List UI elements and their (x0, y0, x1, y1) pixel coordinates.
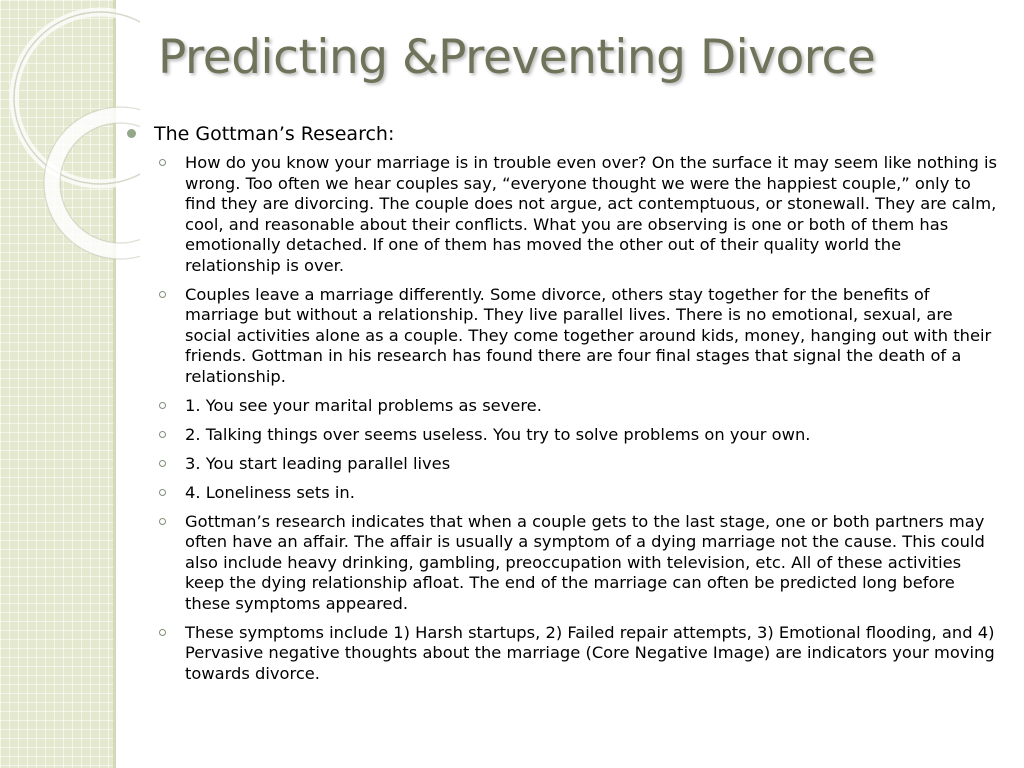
main-bullet-dot-icon (127, 129, 136, 138)
hollow-bullet-icon (159, 431, 166, 438)
list-item-text: Couples leave a marriage differently. Some divorce, others stay together for the benefits of marriage but without a relationship. They live parallel lives. There is no emotional, sexual, are social activities alone as a couple. They come together around kids, money, hanging out with their friends. Gottman in his research has found there are four final stages that signal the death of a relationship. (185, 284, 992, 386)
list-item (127, 512, 997, 615)
hollow-bullet-icon (159, 159, 166, 166)
list-item (127, 285, 997, 388)
hollow-bullet-icon (159, 291, 166, 298)
list-item-text: These symptoms include 1) Harsh startups, 2) Failed repair attempts, 3) Emotional flooding, and 4) Pervasive negative thoughts about the marriage (Core Negative Image) are indicators your moving towards divorce. (185, 622, 995, 683)
list-item (127, 623, 997, 685)
list-item (127, 396, 997, 417)
slide-title: Predicting &Preventing Divorce (158, 30, 876, 85)
band-edge-divider (113, 0, 116, 768)
sub-bullet-list (127, 153, 997, 684)
hollow-bullet-icon (159, 489, 166, 496)
list-item (127, 454, 997, 475)
main-bullet (127, 121, 997, 147)
list-item-text: 1. You see your marital problems as severe. (185, 395, 542, 415)
list-item-text: Gottman’s research indicates that when a couple gets to the last stage, one or both partners may often have an affair. The affair is usually a symptom of a dying marriage not the cause. This could also include heavy drinking, gambling, preoccupation with television, etc. All of these activities keep the dying relationship afloat. The end of the marriage can often be predicted long before these symptoms appeared. (185, 511, 985, 613)
list-item-text: 2. Talking things over seems useless. You try to solve problems on your own. (185, 424, 811, 444)
decorative-grid-band (0, 0, 113, 768)
hollow-bullet-icon (159, 629, 166, 636)
list-item (127, 425, 997, 446)
slide-body (127, 121, 997, 693)
main-bullet-heading: The Gottman’s Research: (154, 123, 395, 145)
hollow-bullet-icon (159, 402, 166, 409)
hollow-bullet-icon (159, 518, 166, 525)
list-item-text: How do you know your marriage is in trouble even over? On the surface it may seem like nothing is wrong. Too often we hear couples say, “everyone thought we were the happiest couple,” only to find they are divorcing. The couple does not argue, act contemptuous, or stonewall. They are calm, cool, and reasonable about their conflicts. What you are observing is one or both of them has emotionally detached. If one of them has moved the other out of their quality world the relationship is over. (185, 153, 998, 275)
list-item-text: 3. You start leading parallel lives (185, 453, 451, 473)
list-item (127, 153, 997, 276)
hollow-bullet-icon (159, 460, 166, 467)
list-item (127, 483, 997, 504)
list-item-text: 4. Loneliness sets in. (185, 482, 355, 502)
